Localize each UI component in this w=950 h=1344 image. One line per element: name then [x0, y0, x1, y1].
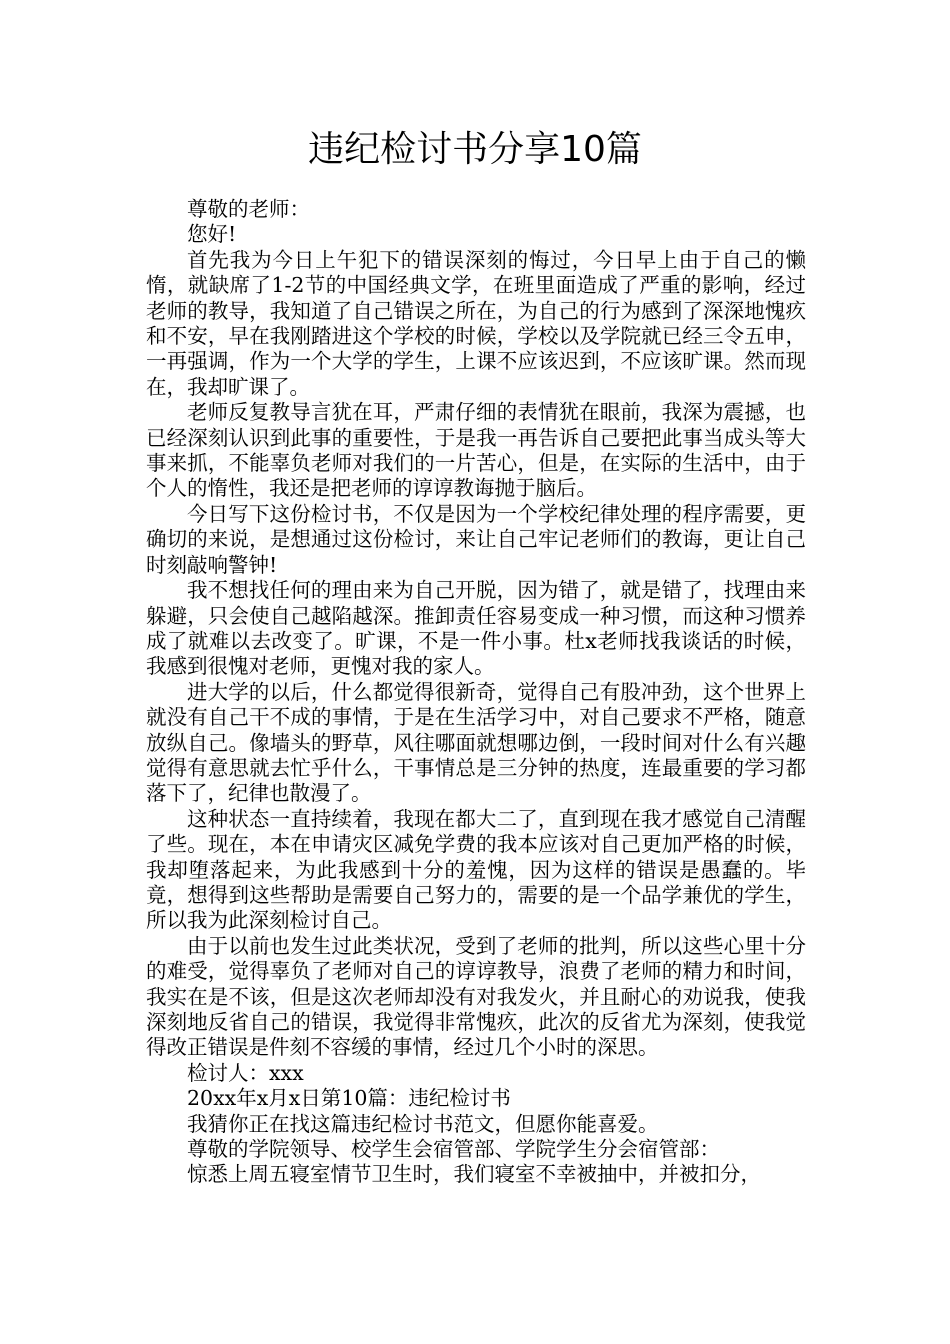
paragraph: 首先我为今日上午犯下的错误深刻的悔过，今日早上由于自己的懒惰，就缺席了1-2节的中国经典文学，在班里面造成了严重的影响，经过老师的教导，我知道了自己错误之所在，为自己的行为感到了深深地愧疚和不安，早在我刚踏进这个学校的时候，学校以及学院就已经三令五申，一再强调，作为一个大学的学生，上课不应该迟到，不应该旷课。然而现在，我却旷课了。 [146, 247, 806, 399]
paragraph: 我不想找任何的理由来为自己开脱，因为错了，就是错了，找理由来躲避，只会使自己越陷越深。推卸责任容易变成一种习惯，而这种习惯养成了就难以去改变了。旷课，不是一件小事。杜x老师找我谈话的时候，我感到很愧对老师，更愧对我的家人。 [146, 578, 806, 679]
paragraph: 我猜你正在找这篇违纪检讨书范文，但愿你能喜爱。 [187, 1111, 659, 1136]
greeting: 您好! [187, 222, 237, 247]
paragraph: 老师反复教导言犹在耳，严肃仔细的表情犹在眼前，我深为震撼，也已经深刻认识到此事的重要性，于是我一再告诉自己要把此事当成头等大事来抓，不能辜负老师对我们的一片苦心，但是，在实际的生活中，由于个人的惰性，我还是把老师的谆谆教诲抛于脑后。 [146, 400, 806, 501]
paragraph: 惊悉上周五寝室情节卫生时，我们寝室不幸被抽中，并被扣分， [187, 1162, 761, 1187]
paragraph: 今日写下这份检讨书，不仅是因为一个学校纪律处理的程序需要，更确切的来说，是想通过这份检讨，来让自己牢记老师们的教诲，更让自己时刻敲响警钟! [146, 501, 806, 577]
salutation: 尊敬的学院领导、校学生会宿管部、学院学生分会宿管部： [187, 1137, 720, 1162]
date-line: 20xx年x月x日第10篇：违纪检讨书 [187, 1086, 511, 1111]
salutation: 尊敬的老师： [187, 197, 310, 221]
paragraph: 进大学的以后，什么都觉得很新奇，觉得自己有股冲劲，这个世界上就没有自己干不成的事情，于是在生活学习中，对自己要求不严格，随意放纵自己。像墙头的野草，风往哪面就想哪边倒，一段时间对什么有兴趣觉得有意思就去忙乎什么，干事情总是三分钟的热度，连最重要的学习都落下了，纪律也散漫了。 [146, 679, 806, 806]
paragraph: 这种状态一直持续着，我现在都大二了，直到现在我才感觉自己清醒了些。现在，本在申请灾区减免学费的我本应该对自己更加严格的时候，我却堕落起来，为此我感到十分的羞愧，因为这样的错误是愚蠢的。毕竟，想得到这些帮助是需要自己努力的，需要的是一个品学兼优的学生，所以我为此深刻检讨自己。 [146, 806, 806, 933]
signature-line: 检讨人：xxx [187, 1060, 304, 1085]
document-body [146, 197, 806, 1188]
document-title: 违纪检讨书分享10篇 [308, 129, 642, 170]
paragraph: 由于以前也发生过此类状况，受到了老师的批判，所以这些心里十分的难受，觉得辜负了老师对自己的谆谆教导，浪费了老师的精力和时间，我实在是不该，但是这次老师却没有对我发火，并且耐心的劝说我，使我深刻地反省自己的错误，我觉得非常愧疚，此次的反省尤为深刻，使我觉得改正错误是件刻不容缓的事情，经过几个小时的深思。 [146, 933, 806, 1060]
